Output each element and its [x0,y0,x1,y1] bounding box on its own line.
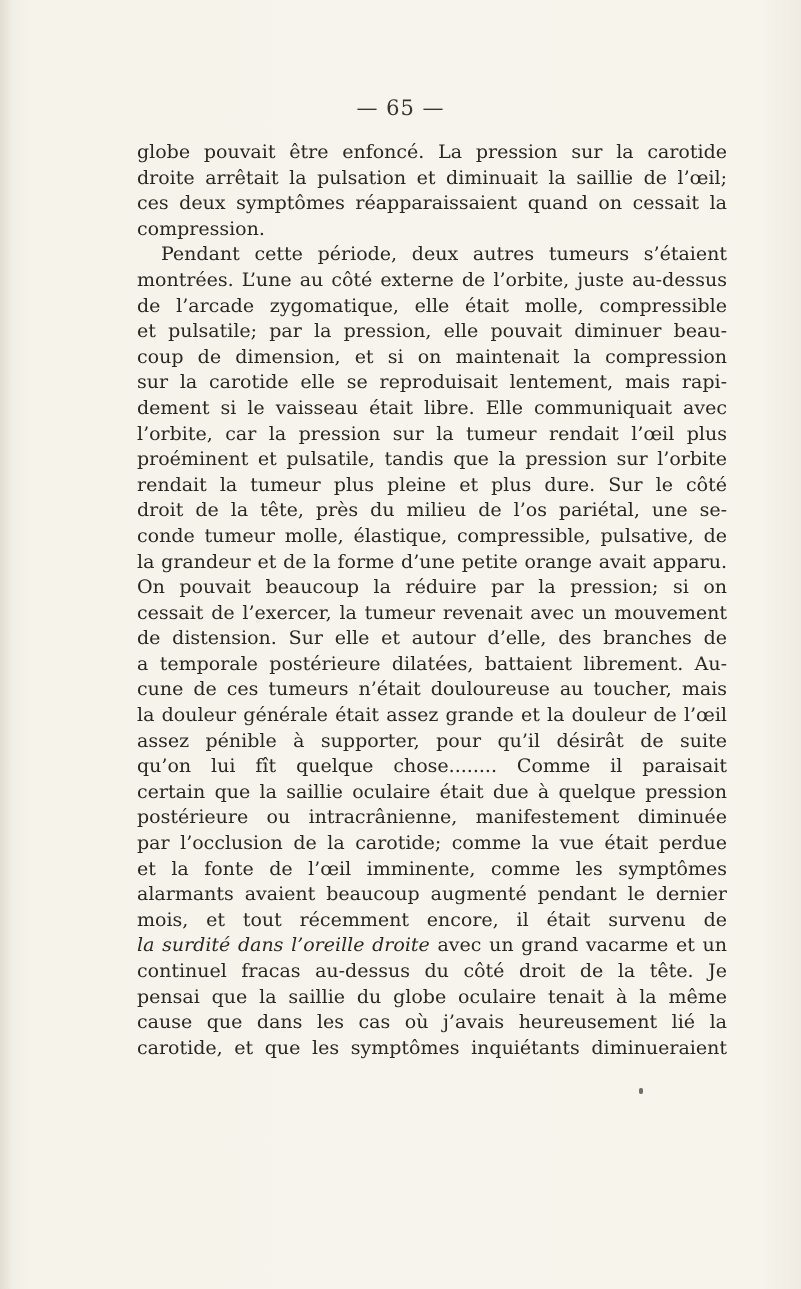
text-line: droit de la tête, près du milieu de l’os pariétal, une se- [137,499,727,522]
text-line: la grandeur et de la forme d’une petite orange avait apparu. [137,550,727,573]
text-fragment: avec un grand vacarme et un [429,934,727,957]
text-line: qu’on lui fît quelque chose........ Comme il paraisait [137,755,727,778]
body-text [137,140,727,1061]
ink-speck [639,1088,643,1094]
text-line: continuel fracas au-dessus du côté droit de la tête. Je [137,960,727,982]
page-number: — 65 — [356,96,445,120]
text-line: et la fonte de l’œil imminente, comme les symptômes [137,857,727,880]
text-line: compression. [137,217,265,240]
text-line: conde tumeur molle, élastique, compressible, pulsative, de [137,524,727,547]
text-line: postérieure ou intracrânienne, manifestement diminuée [137,806,727,829]
text-line: Pendant cette période, deux autres tumeurs s’étaient [161,243,727,266]
text-line: droite arrêtait la pulsation et diminuait la saillie de l’œil; [137,166,727,189]
text-line: pensai que la saillie du globe oculaire tenait à la même [137,985,727,1008]
text-line: globe pouvait être enfoncé. La pression sur la carotide [137,141,727,163]
text-line: ces deux symptômes réapparaissaient quand on cessait la [137,192,727,215]
text-line: mois, et tout récemment encore, il était survenu de [137,908,727,931]
text-line: cune de ces tumeurs n’était douloureuse au toucher, mais [137,678,727,701]
text-line: certain que la saillie oculaire était due à quelque pression [137,780,727,803]
page-gutter-shadow [0,0,12,1289]
text-line: a temporale postérieure dilatées, battaient librement. Au- [137,652,727,675]
text-line: assez pénible à supporter, pour qu’il désirât de suite [137,729,727,752]
text-line: rendait la tumeur plus pleine et plus dure. Sur le côté [137,473,727,496]
text-line: sur la carotide elle se reproduisait lentement, mais rapi- [137,371,727,394]
text-line-with-italic [137,933,727,959]
text-line: l’orbite, car la pression sur la tumeur rendait l’œil plus [137,422,727,445]
text-line: proéminent et pulsatile, tandis que la pression sur l’orbite [137,448,727,471]
text-line: la douleur générale était assez grande et la douleur de l’œil [137,704,727,727]
text-line: et pulsatile; par la pression, elle pouvait diminuer beau- [137,320,727,343]
text-line: de l’arcade zygomatique, elle était molle, compressible [137,294,727,317]
text-line: coup de dimension, et si on maintenait la compression [137,345,727,368]
italic-phrase: la surdité dans l’oreille droite [137,934,430,957]
text-line: par l’occlusion de la carotide; comme la vue était perdue [137,832,727,855]
text-line: dement si le vaisseau était libre. Elle communiquait avec [137,396,727,419]
text-line: carotide, et que les symptômes inquiétants diminueraient [137,1036,727,1059]
text-line: de distension. Sur elle et autour d’elle, des branches de [137,627,727,650]
text-line: alarmants avaient beaucoup augmenté pendant le dernier [137,883,727,906]
text-line: cause que dans les cas où j’avais heureusement lié la [137,1011,727,1034]
text-line: On pouvait beaucoup la réduire par la pression; si on [137,576,727,599]
text-line: cessait de l’exercer, la tumeur revenait avec un mouvement [137,601,727,624]
text-line: montrées. L’une au côté externe de l’orbite, juste au-dessus [137,268,727,291]
